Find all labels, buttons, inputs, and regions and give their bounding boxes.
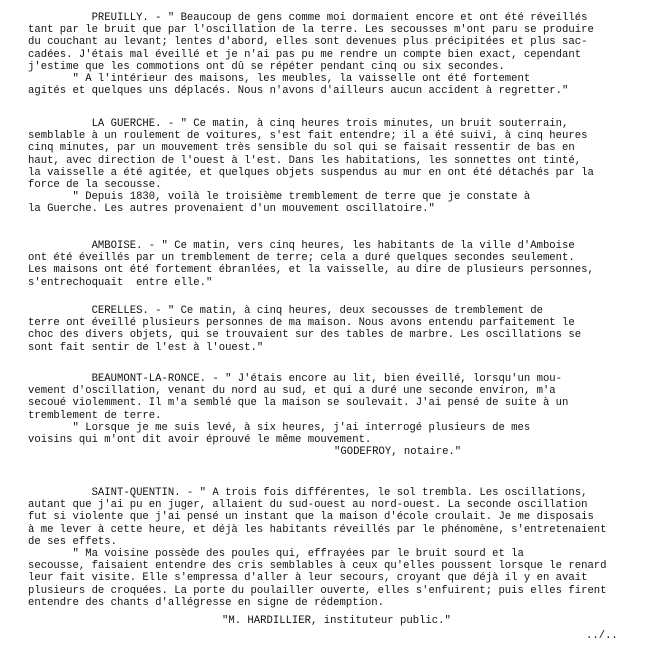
text-line: vement d'oscillation, venant du nord au sud, et qui a duré une seconde environ, m'a — [28, 385, 556, 398]
text-line: " Depuis 1830, voilà le troisième tremblement de terre que je constate à — [28, 191, 531, 204]
text-line: secousse, faisaient entendre des cris semblables à ceux qu'elles poussent lorsque le renard — [28, 560, 607, 573]
section-beaumont-la-ronce — [28, 373, 626, 458]
text-line: autant que j'ai pu en juger, allaient du sud-ouest au nord-ouest. La seconde oscillation — [28, 499, 588, 512]
text-line: cadées. J'étais mal éveillé et je n'ai pas pu me rendre un compte bien exact, cependant — [28, 48, 582, 61]
text-line: plusieurs de croquées. La porte du poulailler ouverte, elles s'enfuirent; puis elles firent — [28, 584, 607, 597]
text-line: leur fait visite. Elle s'empressa d'aller à leur secours, croyant que déjà il y en avait — [28, 572, 588, 585]
text-line: voisins qui m'ont dit avoir éprouvé le même mouvement. — [28, 433, 372, 446]
text-line: LA GUERCHE. - " Ce matin, à cinq heures trois minutes, un bruit souterrain, — [28, 118, 569, 130]
section-saint-quentin — [28, 487, 626, 627]
text-line: s'entrechoquait entre elle." — [28, 276, 213, 289]
text-line: force de la secousse. — [28, 178, 162, 191]
text-line: la Guerche. Les autres provenaient d'un mouvement oscillatoire." — [28, 203, 435, 216]
text-line: SAINT-QUENTIN. - " A trois fois différentes, le sol trembla. Les oscillations, — [28, 487, 588, 499]
text-line: CERELLES. - " Ce matin, à cinq heures, deux secousses de tremblement de — [28, 305, 543, 317]
text-line: de ses effets. — [28, 535, 118, 548]
text-line: agités et quelques uns déplacés. Nous n'avons d'ailleurs aucun accident à regretter." — [28, 85, 569, 98]
text-line: PREUILLY. - " Beaucoup de gens comme moi dormaient encore et ont été réveillés — [28, 12, 588, 24]
section-preuilly — [28, 12, 626, 97]
text-line: entendre des chants d'allégresse en signe de rédemption. — [28, 596, 385, 609]
text-line: du couchant au levant; lentes d'abord, elles sont devenues plus précipitées et plus sac- — [28, 36, 588, 49]
section-la-guerche — [28, 118, 626, 216]
text-line: j'estime que les commotions ont dû se répéter pendant cinq ou six secondes. — [28, 60, 505, 73]
text-line: terre ont éveillé plusieurs personnes de ma maison. Nous avons entendu parfaitement le — [28, 317, 575, 330]
text-line: secoué violemment. Il m'a semblé que la maison se soulevait. J'ai pensé de suite à un — [28, 397, 569, 410]
text-line: choc des divers objets, qui se trouvaient sur des tables de marbre. Les oscillations se — [28, 329, 582, 342]
text-line: ont été éveillés par un tremblement de terre; cela a duré quelques secondes seulement. — [28, 252, 575, 265]
text-line: sont fait sentir de l'est à l'ouest." — [28, 341, 264, 354]
text-line: à me lever à cette heure, et déjà les habitants réveillés par le phénomène, s'entretenaient — [28, 523, 607, 536]
section-amboise — [28, 240, 626, 289]
signature-line: "M. HARDILLIER, instituteur public." — [222, 614, 451, 627]
text-line: cinq minutes, par un mouvement très sensible du sol qui se faisait ressentir de bas en — [28, 142, 575, 155]
text-line: haut, avec direction de l'ouest à l'est. Dans les habitations, les sonnettes ont tinté, — [28, 154, 582, 167]
text-line: BEAUMONT-LA-RONCE. - " J'étais encore au lit, bien éveillé, lorsqu'un mou- — [28, 373, 563, 385]
text-line: " Ma voisine possède des poules qui, effrayées par le bruit sourd et la — [28, 547, 524, 560]
continuation-mark: ../.. — [586, 630, 618, 642]
text-line: " A l'intérieur des maisons, les meubles, la vaisselle ont été fortement — [28, 72, 531, 85]
text-line: tremblement de terre. — [28, 409, 162, 422]
section-cerelles — [28, 305, 626, 354]
signature-line: "GODEFROY, notaire." — [334, 446, 462, 459]
text-line: la vaisselle a été agitée, et quelques objets suspendus au mur en ont été détachés par la — [28, 166, 594, 179]
text-line: AMBOISE. - " Ce matin, vers cinq heures, les habitants de la ville d'Amboise — [28, 240, 575, 252]
text-line: tant par le bruit que par l'oscillation de la terre. Les secousses m'ont paru se produire — [28, 24, 594, 37]
text-line: " Lorsque je me suis levé, à six heures, j'ai interrogé plusieurs de mes — [28, 421, 531, 434]
text-line: Les maisons ont été fortement ébranlées, et la vaisselle, au dire de plusieurs personnes, — [28, 264, 594, 277]
text-line: semblable à un roulement de voitures, s'est fait entendre; il a été suivi, à cinq heures — [28, 130, 588, 143]
text-line: fut si violente que j'ai pensé un instant que la maison d'école croulait. Je me disposais — [28, 511, 594, 524]
